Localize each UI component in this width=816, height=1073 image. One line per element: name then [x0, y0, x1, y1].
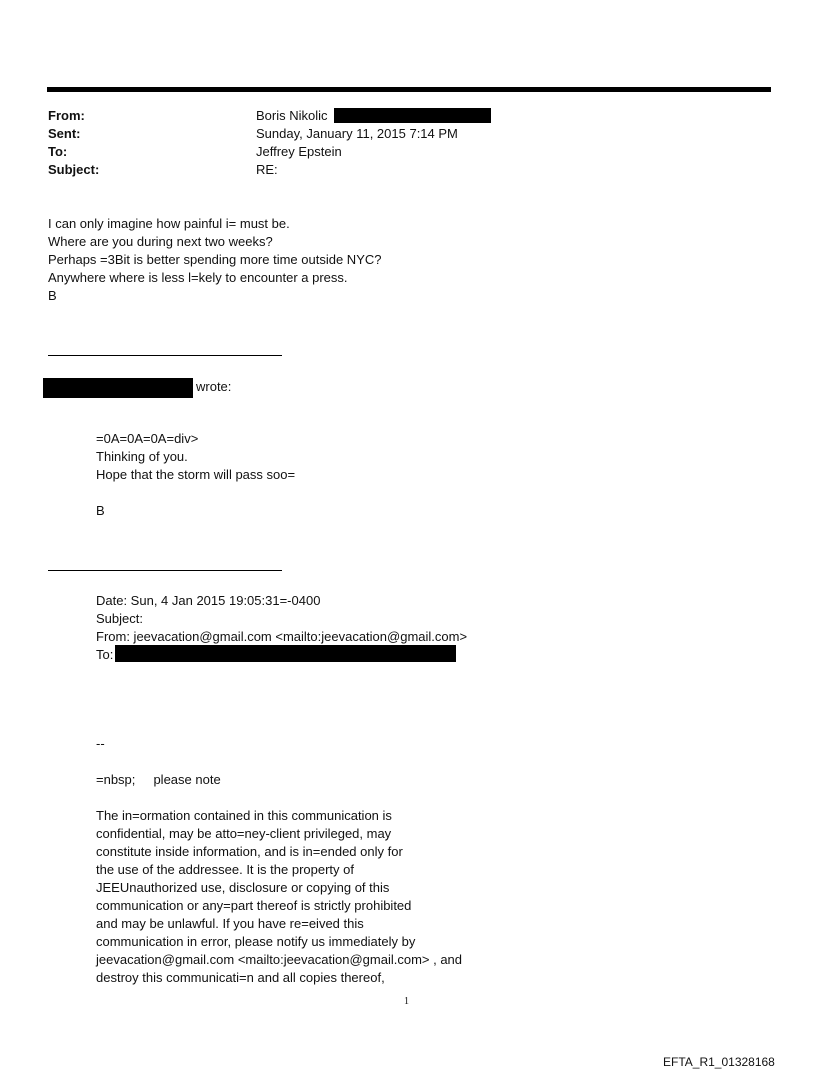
- from-value: Boris Nikolic: [256, 108, 328, 123]
- sent-label: Sent:: [48, 126, 81, 141]
- signature-dashes: --: [96, 736, 105, 751]
- quoted-date: Date: Sun, 4 Jan 2015 19:05:31=-0400: [96, 593, 321, 608]
- disclaimer-line: The in=ormation contained in this communication is: [96, 808, 392, 823]
- disclaimer-line: constitute inside information, and is in=ended only for: [96, 844, 403, 859]
- quoted-from: From: jeevacation@gmail.com <mailto:jeevacation@gmail.com>: [96, 629, 468, 644]
- wrote-text: wrote:: [196, 379, 232, 394]
- quote-line: B: [96, 503, 105, 518]
- disclaimer-line: and may be unlawful. If you have re=eived this: [96, 916, 364, 931]
- subject-value: RE:: [256, 162, 278, 177]
- disclaimer-line: communication in error, please notify us immediately by: [96, 934, 416, 949]
- sent-value: Sunday, January 11, 2015 7:14 PM: [256, 126, 458, 141]
- redaction-sender: [43, 378, 193, 398]
- quote-line: Hope that the storm will pass soo=: [96, 467, 296, 482]
- disclaimer-line: the use of the addressee. It is the property of: [96, 862, 354, 877]
- separator-rule: [48, 355, 282, 356]
- quoted-subject: Subject:: [96, 611, 143, 626]
- page-number: 1: [404, 996, 409, 1007]
- body-line: Anywhere where is less l=kely to encounter a press.: [48, 270, 348, 285]
- top-rule: [47, 87, 771, 92]
- disclaimer-line: jeevacation@gmail.com <mailto:jeevacation@gmail.com> , and: [96, 952, 463, 967]
- body-line: B: [48, 288, 57, 303]
- separator-rule: [48, 570, 282, 571]
- to-value: Jeffrey Epstein: [256, 144, 342, 159]
- quoted-to: To:: [96, 647, 114, 662]
- redaction-to-address: [115, 645, 456, 662]
- document-id: EFTA_R1_01328168: [663, 1055, 775, 1069]
- to-label: To:: [48, 144, 68, 159]
- redaction-from-email: [334, 108, 491, 123]
- quote-line: =0A=0A=0A=div>: [96, 431, 199, 446]
- body-line: Perhaps =3Bit is better spending more time outside NYC?: [48, 252, 382, 267]
- disclaimer-line: confidential, may be atto=ney-client privileged, may: [96, 826, 392, 841]
- quote-line: Thinking of you.: [96, 449, 188, 464]
- please-note: =nbsp; please note: [96, 772, 221, 787]
- from-label: From:: [48, 108, 85, 123]
- subject-label: Subject:: [48, 162, 100, 177]
- disclaimer-line: communication or any=part thereof is strictly prohibited: [96, 898, 412, 913]
- disclaimer-line: destroy this communicati=n and all copies thereof,: [96, 970, 385, 985]
- body-line: I can only imagine how painful i= must be.: [48, 216, 290, 231]
- disclaimer-line: JEEUnauthorized use, disclosure or copying of this: [96, 880, 390, 895]
- body-line: Where are you during next two weeks?: [48, 234, 273, 249]
